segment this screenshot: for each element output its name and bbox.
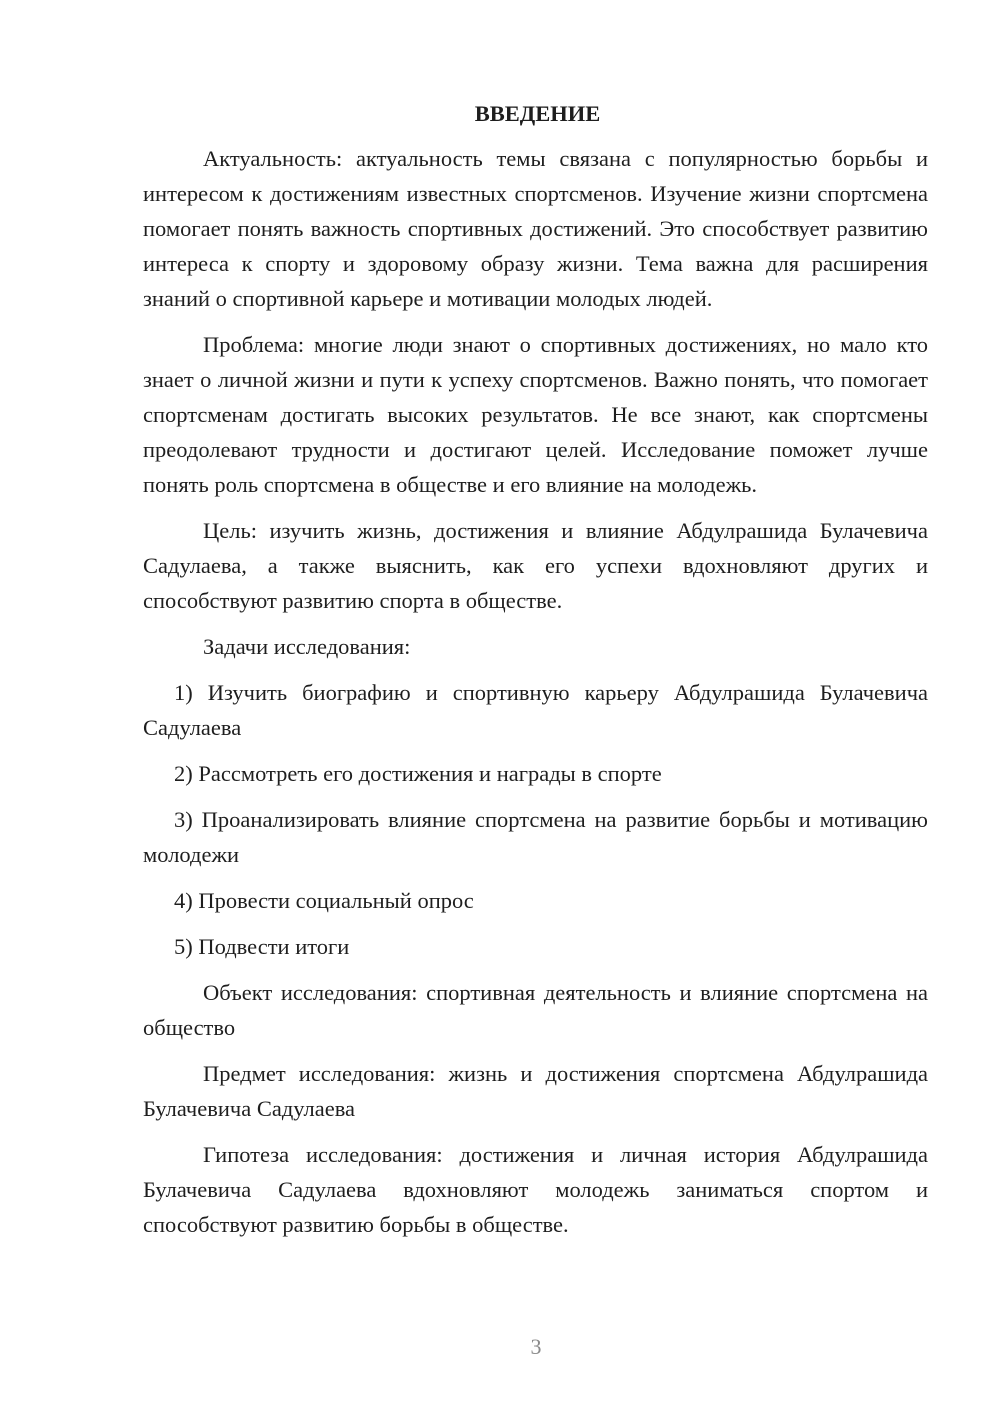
subject-paragraph: Предмет исследования: жизнь и достижения спортсмена Абдулрашида Булачевича Садулаева — [143, 1061, 928, 1121]
goal-paragraph: Цель: изучить жизнь, достижения и влияние Абдулрашида Булачевича Садулаева, а также выяснить, как его успехи вдохновляют других и способствуют развитию спорта в обществе. — [143, 518, 928, 613]
task-item-3: 3) Проанализировать влияние спортсмена на развитие борьбы и мотивацию молодежи — [143, 807, 928, 867]
task-item-5: 5) Подвести итоги — [174, 934, 350, 959]
problem-paragraph: Проблема: многие люди знают о спортивных достижениях, но мало кто знает о личной жизни и пути к успеху спортсменов. Важно понять, что помогает спортсменам достигать высоких результатов. Не все знают, как спортсмены преодолевают трудности и достигают целей. Исследование поможет лучше понять роль спортсмена в обществе и его влияние на молодежь. — [143, 332, 928, 497]
object-paragraph: Объект исследования: спортивная деятельность и влияние спортсмена на общество — [143, 980, 928, 1040]
task-item-2: 2) Рассмотреть его достижения и награды в спорте — [174, 761, 662, 786]
tasks-title: Задачи исследования: — [203, 634, 411, 659]
page-content — [143, 96, 928, 1253]
task-item-4: 4) Провести социальный опрос — [174, 888, 474, 913]
section-heading: ВВЕДЕНИЕ — [474, 101, 601, 126]
relevance-paragraph: Актуальность: актуальность темы связана с популярностью борьбы и интересом к достижениям известных спортсменов. Изучение жизни спортсмена помогает понять важность спортивных достижений. Это способствует развитию интереса к спорту и здоровому образу жизни. Тема важна для расширения знаний о спортивной карьере и мотивации молодых людей. — [143, 146, 928, 311]
task-item-1: 1) Изучить биографию и спортивную карьеру Абдулрашида Булачевича Садулаева — [143, 680, 928, 740]
hypothesis-paragraph: Гипотеза исследования: достижения и личная история Абдулрашида Булачевича Садулаева вдохновляют молодежь заниматься спортом и способствуют развитию борьбы в обществе. — [143, 1142, 928, 1237]
page-number: 3 — [530, 1334, 542, 1359]
